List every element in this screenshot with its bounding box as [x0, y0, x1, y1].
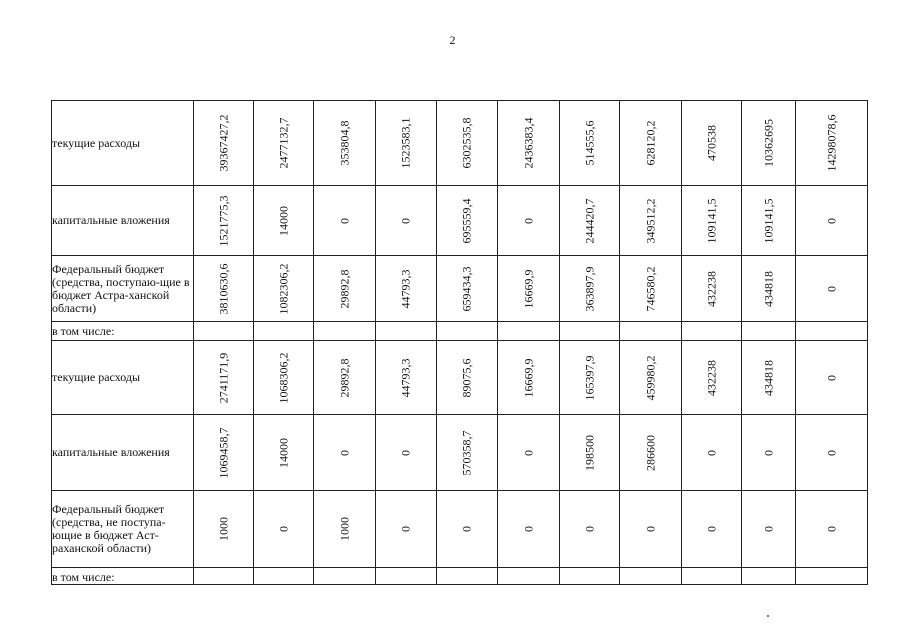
- value-cell: [682, 491, 742, 568]
- cell-value: 0: [704, 449, 718, 456]
- value-cell: [437, 256, 498, 322]
- value-cell: [194, 341, 254, 415]
- value-cell: [254, 322, 314, 341]
- cell-value: 628120,2: [643, 120, 657, 166]
- value-cell: [498, 341, 560, 415]
- cell-value: 0: [398, 449, 413, 456]
- value-cell: [742, 322, 796, 341]
- table-row: [52, 415, 868, 491]
- value-cell: [796, 186, 868, 256]
- value-cell: [742, 341, 796, 415]
- value-cell: [314, 491, 376, 568]
- value-cell: [254, 101, 314, 186]
- value-cell: [376, 322, 437, 341]
- value-cell: [620, 568, 682, 585]
- value-cell: [620, 322, 682, 341]
- table-row: [52, 186, 868, 256]
- row-label: капитальные вложения: [52, 415, 194, 491]
- value-cell: [682, 341, 742, 415]
- value-cell: [560, 341, 620, 415]
- row-label: текущие расходы: [52, 101, 194, 186]
- value-cell: [254, 491, 314, 568]
- cell-value: 2436383,4: [521, 117, 535, 169]
- cell-value: 1082306,2: [276, 263, 290, 314]
- value-cell: [620, 186, 682, 256]
- cell-value: 0: [521, 526, 535, 532]
- cell-value: 459980,2: [643, 355, 657, 400]
- cell-value: 1521775,3: [216, 195, 230, 246]
- value-cell: [796, 415, 868, 491]
- value-cell: [314, 341, 376, 415]
- cell-value: 109141,5: [704, 198, 718, 243]
- cell-value: 1523583,1: [398, 117, 413, 169]
- cell-value: 746580,2: [643, 266, 657, 311]
- cell-value: 44793,3: [398, 358, 413, 397]
- cell-value: 0: [643, 526, 657, 532]
- cell-value: 434818: [761, 270, 775, 307]
- value-cell: [194, 415, 254, 491]
- value-cell: [194, 322, 254, 341]
- row-label: в том числе:: [52, 322, 194, 341]
- table-row: [52, 568, 868, 585]
- cell-value: 109141,5: [761, 198, 775, 243]
- row-label: капитальные вложения: [52, 186, 194, 256]
- cell-value: 349512,2: [643, 198, 657, 243]
- value-cell: [376, 186, 437, 256]
- table-row: [52, 101, 868, 186]
- table-row: [52, 341, 868, 415]
- value-cell: [254, 568, 314, 585]
- value-cell: [560, 186, 620, 256]
- value-cell: [314, 101, 376, 186]
- row-label: в том числе:: [52, 568, 194, 585]
- cell-value: 570358,7: [459, 430, 474, 475]
- value-cell: [498, 256, 560, 322]
- value-cell: [742, 491, 796, 568]
- cell-value: 6302535,8: [459, 117, 474, 169]
- cell-value: 16669,9: [521, 358, 535, 397]
- cell-value: 0: [704, 526, 718, 532]
- cell-value: 1069458,7: [216, 427, 230, 478]
- value-cell: [254, 341, 314, 415]
- value-cell: [620, 101, 682, 186]
- cell-value: 470538: [704, 125, 718, 161]
- value-cell: [560, 322, 620, 341]
- value-cell: [376, 491, 437, 568]
- cell-value: 0: [824, 217, 838, 224]
- value-cell: [437, 568, 498, 585]
- value-cell: [376, 256, 437, 322]
- value-cell: [742, 186, 796, 256]
- cell-value: 0: [761, 526, 775, 532]
- cell-value: 16669,9: [521, 269, 535, 308]
- value-cell: [376, 101, 437, 186]
- value-cell: [560, 256, 620, 322]
- cell-value: 0: [824, 374, 838, 381]
- cell-value: 0: [824, 449, 838, 456]
- cell-value: 10362695: [761, 119, 775, 167]
- cell-value: 14298078,6: [824, 114, 838, 172]
- value-cell: [254, 415, 314, 491]
- cell-value: 695559,4: [459, 198, 474, 243]
- cell-value: 0: [521, 449, 535, 456]
- value-cell: [560, 568, 620, 585]
- budget-table: [51, 100, 868, 585]
- value-cell: [682, 322, 742, 341]
- cell-value: 0: [276, 526, 290, 532]
- value-cell: [437, 101, 498, 186]
- cell-value: 1000: [337, 517, 351, 541]
- value-cell: [796, 101, 868, 186]
- value-cell: [498, 491, 560, 568]
- cell-value: 432238: [704, 270, 718, 307]
- page-number: 2: [449, 33, 456, 47]
- cell-value: 89075,6: [459, 358, 474, 397]
- value-cell: [742, 568, 796, 585]
- row-label: Федеральный бюджет (средства, поступаю-щие в бюджет Астра-ханской области): [52, 256, 194, 322]
- cell-value: 0: [337, 217, 351, 224]
- value-cell: [560, 101, 620, 186]
- value-cell: [194, 101, 254, 186]
- value-cell: [194, 491, 254, 568]
- cell-value: 0: [824, 285, 838, 292]
- cell-value: 353804,8: [337, 120, 351, 166]
- value-cell: [314, 415, 376, 491]
- value-cell: [194, 256, 254, 322]
- table-row: [52, 256, 868, 322]
- value-cell: [742, 256, 796, 322]
- value-cell: [376, 341, 437, 415]
- value-cell: [620, 491, 682, 568]
- cell-value: 29892,8: [337, 269, 351, 308]
- value-cell: [796, 491, 868, 568]
- cell-value: 44793,3: [398, 269, 413, 308]
- table-row: [52, 491, 868, 568]
- table-row: [52, 322, 868, 341]
- value-cell: [682, 101, 742, 186]
- value-cell: [682, 568, 742, 585]
- cell-value: 0: [459, 526, 474, 532]
- cell-value: 0: [521, 217, 535, 224]
- cell-value: 2741171,9: [216, 352, 230, 403]
- cell-value: 2477132,7: [276, 117, 290, 169]
- value-cell: [682, 186, 742, 256]
- value-cell: [437, 322, 498, 341]
- cell-value: 0: [398, 217, 413, 224]
- cell-value: 1000: [216, 517, 230, 541]
- value-cell: [498, 568, 560, 585]
- cell-value: 14000: [276, 437, 290, 468]
- cell-value: 3810630,6: [216, 263, 230, 314]
- value-cell: [796, 341, 868, 415]
- value-cell: [742, 415, 796, 491]
- cell-value: 165397,9: [582, 355, 596, 400]
- row-label: Федеральный бюджет (средства, не поступа-ющие в бюджет Аст-раханской области): [52, 491, 194, 568]
- value-cell: [194, 186, 254, 256]
- scan-dot: [767, 615, 769, 617]
- cell-value: 14000: [276, 205, 290, 236]
- value-cell: [620, 341, 682, 415]
- value-cell: [437, 186, 498, 256]
- cell-value: 434818: [761, 359, 775, 396]
- cell-value: 0: [761, 449, 775, 456]
- cell-value: 432238: [704, 359, 718, 396]
- cell-value: 286600: [643, 434, 657, 471]
- value-cell: [376, 568, 437, 585]
- cell-value: 514555,6: [582, 120, 596, 166]
- value-cell: [796, 322, 868, 341]
- cell-value: 1068306,2: [276, 352, 290, 403]
- value-cell: [254, 256, 314, 322]
- value-cell: [314, 256, 376, 322]
- value-cell: [560, 415, 620, 491]
- value-cell: [437, 491, 498, 568]
- value-cell: [498, 101, 560, 186]
- value-cell: [560, 491, 620, 568]
- cell-value: 39367427,2: [216, 114, 230, 172]
- value-cell: [682, 256, 742, 322]
- value-cell: [376, 415, 437, 491]
- cell-value: 0: [582, 526, 596, 532]
- value-cell: [682, 415, 742, 491]
- row-label: текущие расходы: [52, 341, 194, 415]
- value-cell: [314, 322, 376, 341]
- value-cell: [314, 186, 376, 256]
- value-cell: [254, 186, 314, 256]
- value-cell: [620, 415, 682, 491]
- cell-value: 659434,3: [459, 266, 474, 311]
- value-cell: [437, 415, 498, 491]
- value-cell: [742, 101, 796, 186]
- value-cell: [620, 256, 682, 322]
- cell-value: 0: [824, 526, 838, 532]
- value-cell: [194, 568, 254, 585]
- cell-value: 29892,8: [337, 358, 351, 397]
- cell-value: 363897,9: [582, 266, 596, 311]
- value-cell: [498, 186, 560, 256]
- value-cell: [796, 256, 868, 322]
- cell-value: 0: [398, 526, 413, 532]
- value-cell: [498, 322, 560, 341]
- cell-value: 244420,7: [582, 198, 596, 243]
- value-cell: [314, 568, 376, 585]
- cell-value: 198500: [582, 434, 596, 471]
- cell-value: 0: [337, 449, 351, 456]
- value-cell: [498, 415, 560, 491]
- value-cell: [437, 341, 498, 415]
- value-cell: [796, 568, 868, 585]
